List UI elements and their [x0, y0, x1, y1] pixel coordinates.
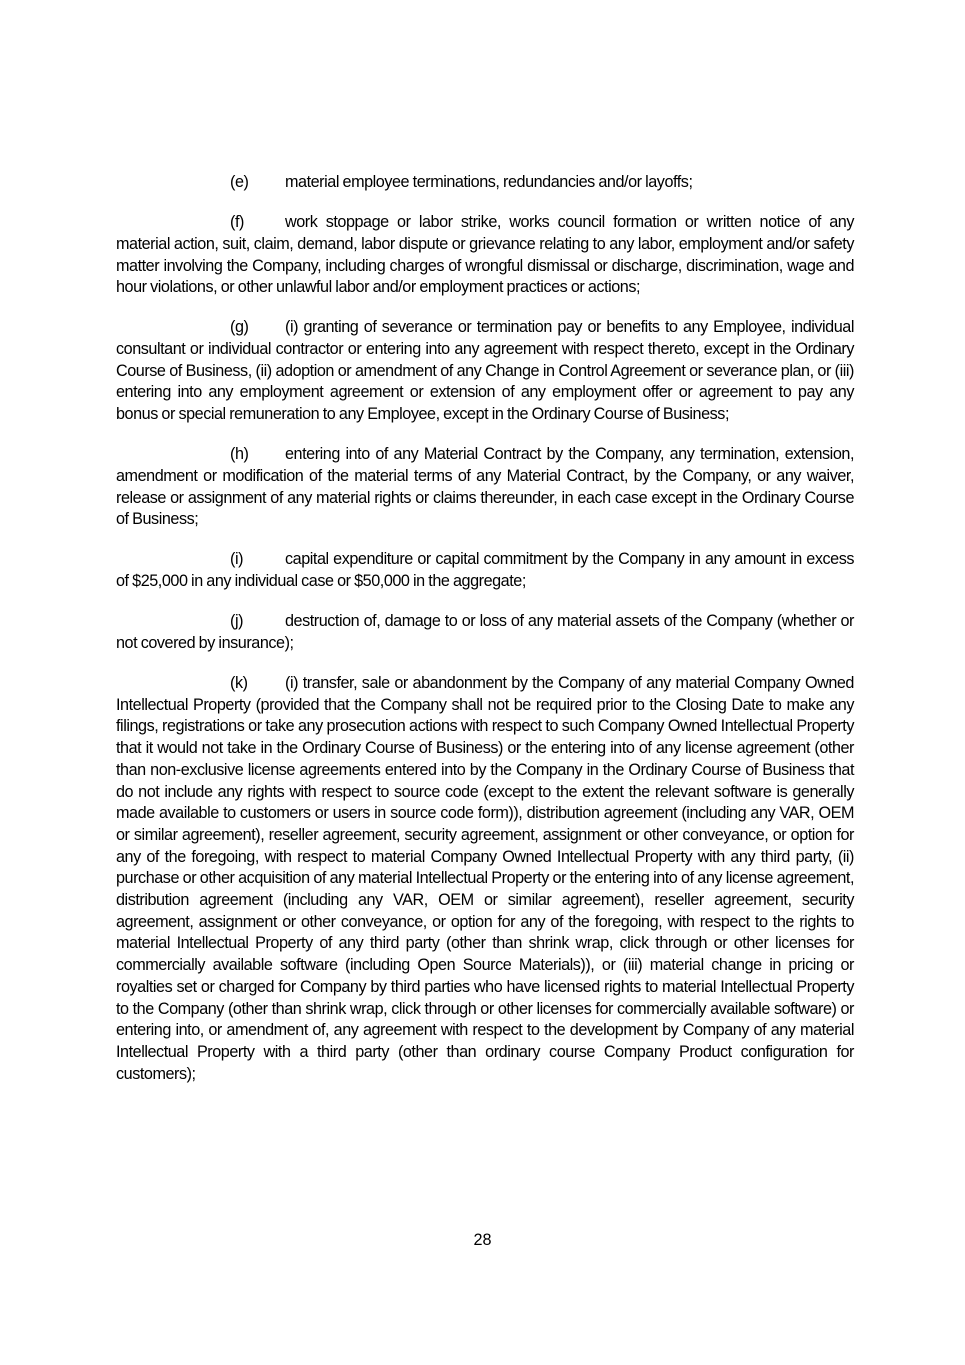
paragraph-j — [116, 611, 854, 654]
paragraph-marker: (k) — [230, 674, 248, 692]
paragraph-marker: (i) — [230, 550, 244, 569]
page-number: 28 — [473, 1231, 492, 1249]
paragraph-f — [116, 212, 854, 299]
paragraph-text: work stoppage or labor strike, works council formation or written notice of any material action, suit, claim, demand, labor dispute or grievance relating to any labor, employment and/or safety matter involving the Company, including charges of wrongful dismissal or discharge, discrimination, wage and hour violations, or other unlawful labor and/or employment practices or actions; — [116, 213, 854, 297]
paragraph-text: capital expenditure or capital commitment by the Company in any amount in excess of $25,000 in any individual case or $50,000 in the aggregate; — [116, 550, 854, 591]
document-body — [116, 172, 854, 1104]
paragraph-k — [116, 673, 854, 1085]
paragraph-text: entering into of any Material Contract by the Company, any termination, extension, amendment or modification of the material terms of any Material Contract, by the Company, or any waiver, release or assignment of any material rights or claims thereunder, in each case except in the Ordinary Course of Business; — [116, 445, 854, 529]
paragraph-marker: (h) — [230, 445, 249, 464]
paragraph-e — [116, 172, 854, 194]
paragraph-text: (i) transfer, sale or abandonment by the Company of any material Company Owned Intellectual Property (provided that the Company shall not be required prior to the Closing Date to make any filings, registrations or take any prosecution actions with respect to such Company Owned Intellectual Property that it would not take in the Ordinary Course of Business) or the entering into of any license agreement (other than non-exclusive license agreements entered into by the Company in the Ordinary Course of Business that do not include any rights with respect to source code (except to the extent the relevant software is generally made available to customers or users in source code form)), distribution agreement (including any VAR, OEM or similar agreement), reseller agreement, security agreement, assignment or other conveyance, or option for any of the foregoing, with respect to material Company Owned Intellectual Property with any third party, (ii) purchase or other acquisition of any material Intellectual Property or the entering into of any license agreement, distribution agreement (including any VAR, OEM or similar agreement), reseller agreement, security agreement, assignment or other conveyance, or option for any of the foregoing, with respect to the rights to material Intellectual Property of any third party (other than shrink wrap, click through or other licenses for commercially available software (including Open Source Materials)), or (iii) material change in pricing or royalties set or charged for Company by third parties who have licensed rights to material Intellectual Property to the Company (other than shrink wrap, click through or other licenses for commercially available software) or entering into, or amendment of, any agreement with respect to the development by Company of any material Intellectual Property with a third party (other than ordinary course Company Product configuration for customers); — [116, 674, 854, 1083]
paragraph-marker: (e) — [230, 173, 249, 191]
paragraph-i — [116, 549, 854, 592]
paragraph-marker: (j) — [230, 612, 244, 631]
paragraph-text: destruction of, damage to or loss of any material assets of the Company (whether or not covered by insurance); — [116, 612, 854, 652]
paragraph-h — [116, 444, 854, 531]
paragraph-g — [116, 317, 854, 426]
paragraph-marker: (g) — [230, 318, 249, 337]
paragraph-text: (i) granting of severance or termination pay or benefits to any Employee, individual consultant or individual contractor or entering into any agreement with respect thereto, except in the Ordinary Course of Business, (ii) adoption or amendment of any Change in Control Agreement or severance plan, or (iii) entering into any employment agreement or extension of any employment offer or agreement to pay any bonus or special remuneration to any Employee, except in the Ordinary Course of Business; — [116, 318, 854, 424]
paragraph-text: material employee terminations, redundancies and/or layoffs; — [285, 173, 693, 191]
paragraph-marker: (f) — [230, 213, 244, 232]
